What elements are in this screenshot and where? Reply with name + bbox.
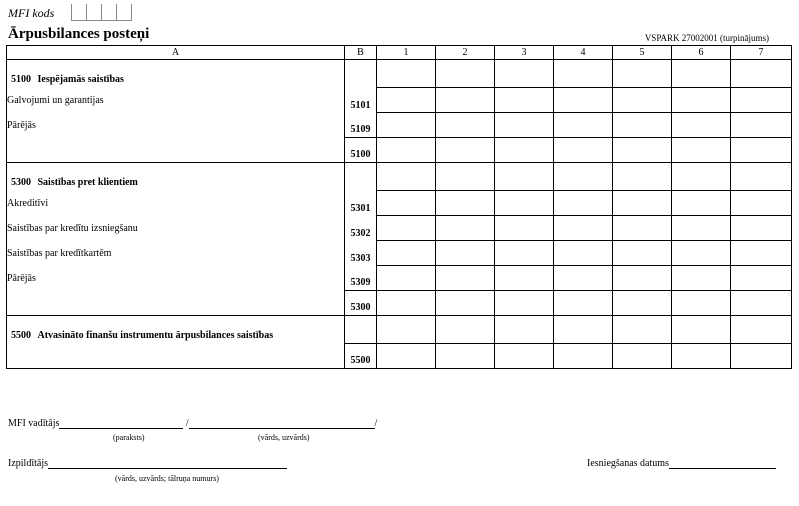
value-cell[interactable] <box>495 191 554 216</box>
value-cell[interactable] <box>554 138 613 163</box>
mfi-code-boxes[interactable] <box>71 4 132 21</box>
col-header: 2 <box>436 46 495 60</box>
value-cell[interactable] <box>436 60 495 88</box>
table-row <box>7 88 792 113</box>
date-field[interactable] <box>669 468 776 469</box>
executor-caption: (vārds, uzvārds; tālruņa numurs) <box>115 474 219 483</box>
value-cell[interactable] <box>377 113 436 138</box>
value-cell[interactable] <box>495 138 554 163</box>
value-cell[interactable] <box>377 88 436 113</box>
value-cell[interactable] <box>613 291 672 316</box>
name-caption: (vārds, uzvārds) <box>258 433 310 442</box>
value-cell[interactable] <box>554 291 613 316</box>
value-cell[interactable] <box>377 291 436 316</box>
mfi-code-box[interactable] <box>101 4 116 21</box>
value-cell[interactable] <box>672 216 731 241</box>
value-cell[interactable] <box>377 216 436 241</box>
value-cell[interactable] <box>672 291 731 316</box>
value-cell[interactable] <box>377 163 436 191</box>
row-label: Galvojumi un garantijas <box>7 88 345 113</box>
value-cell[interactable] <box>436 216 495 241</box>
section-title: Atvasināto finanšu instrumentu ārpusbilances saistības <box>37 329 274 341</box>
value-cell[interactable] <box>731 266 792 291</box>
value-cell[interactable] <box>731 241 792 266</box>
value-cell[interactable] <box>613 316 672 344</box>
row-code: 5109 <box>345 113 377 138</box>
value-cell[interactable] <box>554 113 613 138</box>
table-row <box>7 241 792 266</box>
slash: / <box>185 418 189 429</box>
value-cell[interactable] <box>731 60 792 88</box>
section-row <box>7 316 792 344</box>
value-cell[interactable] <box>554 266 613 291</box>
col-header: 7 <box>731 46 792 60</box>
manager-signature-line <box>8 418 377 429</box>
value-cell[interactable] <box>554 344 613 369</box>
row-code: 5302 <box>345 216 377 241</box>
value-cell[interactable] <box>495 241 554 266</box>
value-cell[interactable] <box>731 163 792 191</box>
section-code: 5100 <box>11 73 31 85</box>
value-cell[interactable] <box>377 60 436 88</box>
value-cell[interactable] <box>672 316 731 344</box>
row-label: Akreditīvi <box>7 191 345 216</box>
total-row <box>7 291 792 316</box>
col-header: 4 <box>554 46 613 60</box>
section-code: 5300 <box>11 176 31 188</box>
manager-label: MFI vadītājs <box>8 418 60 429</box>
signature-caption: (paraksts) <box>113 433 145 442</box>
mfi-code-label: MFI kods <box>8 6 55 20</box>
row-code: 5309 <box>345 266 377 291</box>
value-cell[interactable] <box>613 266 672 291</box>
section-row <box>7 60 792 88</box>
value-cell[interactable] <box>672 266 731 291</box>
row-label: Pārējās <box>7 113 345 138</box>
value-cell[interactable] <box>554 88 613 113</box>
value-cell[interactable] <box>672 241 731 266</box>
value-cell[interactable] <box>613 344 672 369</box>
value-cell[interactable] <box>672 88 731 113</box>
value-cell[interactable] <box>377 241 436 266</box>
value-cell[interactable] <box>495 113 554 138</box>
value-cell[interactable] <box>613 113 672 138</box>
value-cell[interactable] <box>613 241 672 266</box>
value-cell[interactable] <box>613 191 672 216</box>
section-row <box>7 163 792 191</box>
page-title: Ārpusbilances posteņi <box>8 26 150 42</box>
value-cell[interactable] <box>377 344 436 369</box>
value-cell[interactable] <box>731 291 792 316</box>
value-cell[interactable] <box>731 344 792 369</box>
manager-signature-field[interactable] <box>59 428 183 429</box>
total-row <box>7 138 792 163</box>
value-cell[interactable] <box>436 163 495 191</box>
col-header: 3 <box>495 46 554 60</box>
row-code: 5301 <box>345 191 377 216</box>
value-cell[interactable] <box>436 344 495 369</box>
value-cell[interactable] <box>672 60 731 88</box>
col-header: 5 <box>613 46 672 60</box>
value-cell[interactable] <box>495 316 554 344</box>
value-cell[interactable] <box>495 344 554 369</box>
total-code: 5500 <box>345 344 377 369</box>
row-label: Saistības par kredītkartēm <box>7 241 345 266</box>
value-cell[interactable] <box>672 138 731 163</box>
total-row <box>7 344 792 369</box>
value-cell[interactable] <box>554 60 613 88</box>
table-header-row <box>7 46 792 60</box>
value-cell[interactable] <box>436 266 495 291</box>
mfi-code-box[interactable] <box>86 4 101 21</box>
mfi-code-box[interactable] <box>116 4 132 21</box>
row-code: 5303 <box>345 241 377 266</box>
value-cell[interactable] <box>672 344 731 369</box>
manager-name-field[interactable] <box>189 428 375 429</box>
table-row <box>7 266 792 291</box>
value-cell[interactable] <box>731 316 792 344</box>
value-cell[interactable] <box>377 138 436 163</box>
value-cell[interactable] <box>731 113 792 138</box>
value-cell[interactable] <box>495 216 554 241</box>
executor-label: Izpildītājs <box>8 458 48 469</box>
value-cell[interactable] <box>377 316 436 344</box>
value-cell[interactable] <box>613 88 672 113</box>
executor-line <box>8 458 287 469</box>
value-cell[interactable] <box>495 88 554 113</box>
total-code: 5300 <box>345 291 377 316</box>
row-label: Saistības par kredītu izsniegšanu <box>7 216 345 241</box>
value-cell[interactable] <box>672 163 731 191</box>
value-cell[interactable] <box>672 113 731 138</box>
row-code: 5101 <box>345 88 377 113</box>
value-cell[interactable] <box>554 216 613 241</box>
section-title: Iespējamās saistības <box>37 73 124 85</box>
value-cell[interactable] <box>613 216 672 241</box>
value-cell[interactable] <box>731 138 792 163</box>
value-cell[interactable] <box>613 60 672 88</box>
col-header: 6 <box>672 46 731 60</box>
value-cell[interactable] <box>554 163 613 191</box>
value-cell[interactable] <box>731 88 792 113</box>
value-cell[interactable] <box>554 191 613 216</box>
value-cell[interactable] <box>436 191 495 216</box>
value-cell[interactable] <box>436 113 495 138</box>
off-balance-table <box>6 45 792 369</box>
value-cell[interactable] <box>495 163 554 191</box>
value-cell[interactable] <box>436 291 495 316</box>
col-header: A <box>7 46 345 60</box>
value-cell[interactable] <box>495 60 554 88</box>
value-cell[interactable] <box>613 163 672 191</box>
value-cell[interactable] <box>495 291 554 316</box>
value-cell[interactable] <box>436 241 495 266</box>
value-cell[interactable] <box>554 241 613 266</box>
value-cell[interactable] <box>613 138 672 163</box>
col-header: B <box>345 46 377 60</box>
value-cell[interactable] <box>731 216 792 241</box>
value-cell[interactable] <box>672 191 731 216</box>
table-row <box>7 191 792 216</box>
value-cell[interactable] <box>436 316 495 344</box>
section-code: 5500 <box>11 329 31 341</box>
value-cell[interactable] <box>495 266 554 291</box>
col-header: 1 <box>377 46 436 60</box>
value-cell[interactable] <box>436 138 495 163</box>
value-cell[interactable] <box>554 316 613 344</box>
value-cell[interactable] <box>436 88 495 113</box>
form-code: VSPARK 27002001 (turpinājums) <box>644 33 769 43</box>
mfi-code-box[interactable] <box>71 4 86 21</box>
row-label: Pārējās <box>7 266 345 291</box>
table-row <box>7 113 792 138</box>
date-label: Iesniegšanas datums <box>587 458 669 469</box>
section-title: Saistības pret klientiem <box>37 176 138 188</box>
value-cell[interactable] <box>377 266 436 291</box>
slash: / <box>374 418 378 429</box>
table-row <box>7 216 792 241</box>
submission-date-line <box>587 458 776 469</box>
total-code: 5100 <box>345 138 377 163</box>
value-cell[interactable] <box>377 191 436 216</box>
executor-field[interactable] <box>48 468 287 469</box>
value-cell[interactable] <box>731 191 792 216</box>
